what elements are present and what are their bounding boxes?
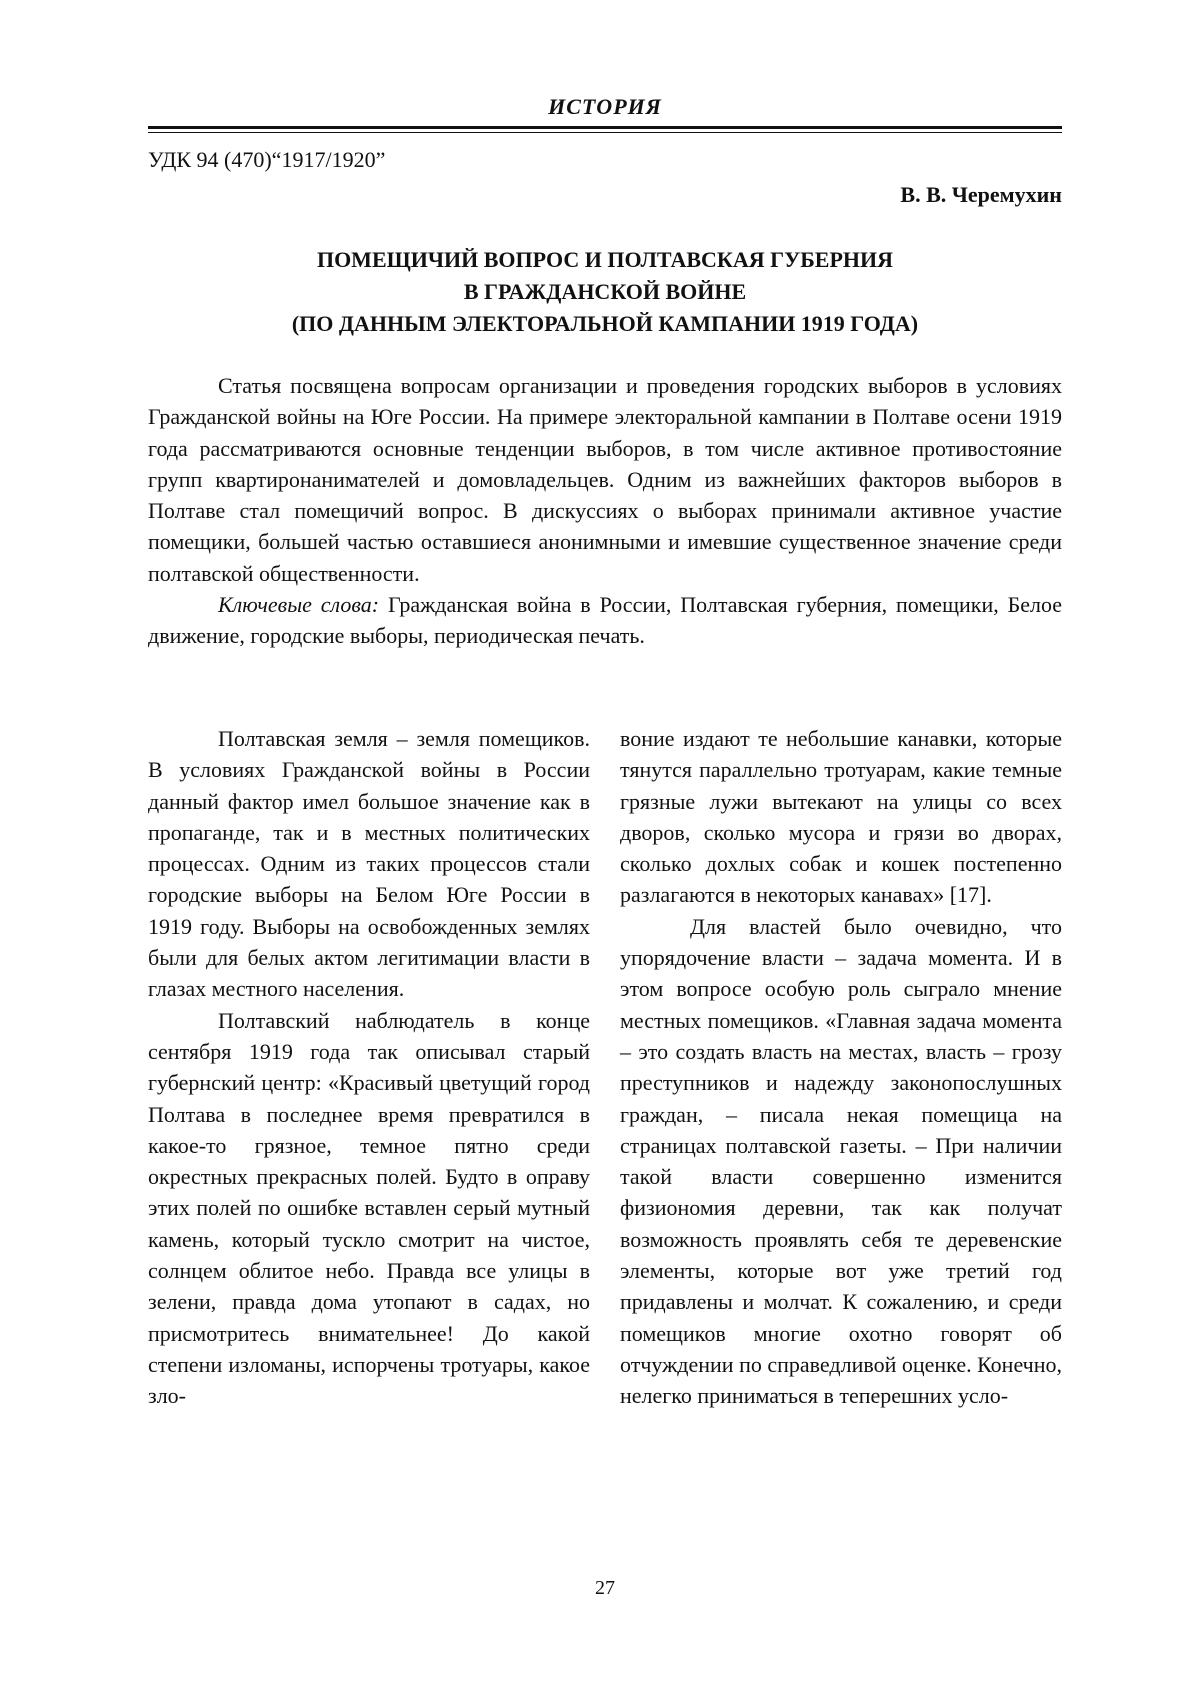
header-rule-thin [148,132,1062,133]
body-column-left [148,723,590,1412]
keywords [148,589,1062,652]
title-line: ПОМЕЩИЧИЙ ВОПРОС И ПОЛТАВСКАЯ ГУБЕРНИЯ [316,247,894,272]
abstract [148,370,1062,652]
body-column-right [620,723,1062,1412]
udk-code: УДК 94 (470)“1917/1920” [148,147,386,172]
keywords-label: Ключевые слова: [218,592,380,618]
article-title [148,244,1062,340]
keywords-list: Гражданская война в России, Полтавская губерния, помещики, Белое движение, городские выборы, периодическая печать. [148,592,1063,649]
page-number: 27 [595,1577,615,1599]
author-name: В. В. Черемухин [900,182,1062,207]
header-rule-thick [148,126,1062,129]
body-paragraph: Полтавская земля – земля помещиков. В условиях Гражданской войны в России данный фактор имел большое значение как в пропаганде, так и в местных политических процессах. Одним из таких процессов стали городские выборы на Белом Юге России в 1919 году. Выборы на освобожденных землях были для белых актом легитимации власти в глазах местного населения. [148,726,590,1002]
title-line: В ГРАЖДАНСКОЙ ВОЙНЕ [463,279,747,304]
abstract-text: Статья посвящена вопросам организации и проведения городских выборов в условиях Гражданской войны на Юге России. На примере электоральной кампании в Полтаве осени 1919 года рассматриваются основные тенденции выборов, в том числе активное противостояние групп квартиронанимателей и домовладельцев. Одним из важнейших факторов выборов в Полтаве стал помещичий вопрос. В дискуссиях о выборах принимали активное участие помещики, большей частью оставшиеся анонимными и имевшие существенное значение среди полтавской общественности. [148,373,1062,586]
body-paragraph: Полтавский наблюдатель в конце сентября 1919 года так описывал старый губернский центр: «Красивый цветущий город Полтава в последнее время превратился в какое-то грязное, темное пятно среди окрестных прекрасных полей. Будто в оправу этих полей по ошибке вставлен серый мутный камень, который тускло смотрит на чистое, солнцем облитое небо. Правда все улицы в зелени, правда дома утопают в садах, но присмотритесь внимательнее! До какой степени изломаны, испорчены тротуары, какое зло- [148,1007,590,1409]
body-paragraph: Для властей было очевидно, что упорядочение власти – задача момента. И в этом вопросе особую роль сыграло мнение местных помещиков. «Главная задача момента – это создать власть на местах, власть – грозу преступников и надежду законопослушных граждан, – писала некая помещица на страницах полтавской газеты. – При наличии такой власти совершенно изменится физиономия деревни, так как получат возможность проявлять себя те деревенские элементы, которые вот уже третий год придавлены и молчат. К сожалению, и среди помещиков многие охотно говорят об отчуждении по справедливой оценке. Конечно, нелегко приниматься в теперешних усло- [620,913,1062,1409]
title-line: (ПО ДАННЫМ ЭЛЕКТОРАЛЬНОЙ КАМПАНИИ 1919 ГОДА) [291,311,919,336]
section-header: ИСТОРИЯ [548,94,662,119]
body-paragraph-continued: воние издают те небольшие канавки, которые тянутся параллельно тротуарам, какие темные грязные лужи вытекают на улицы со всех дворов, сколько мусора и грязи во дворах, сколько дохлых собак и кошек постепенно разлагаются в некоторых канавах» [17]. [620,726,1062,908]
